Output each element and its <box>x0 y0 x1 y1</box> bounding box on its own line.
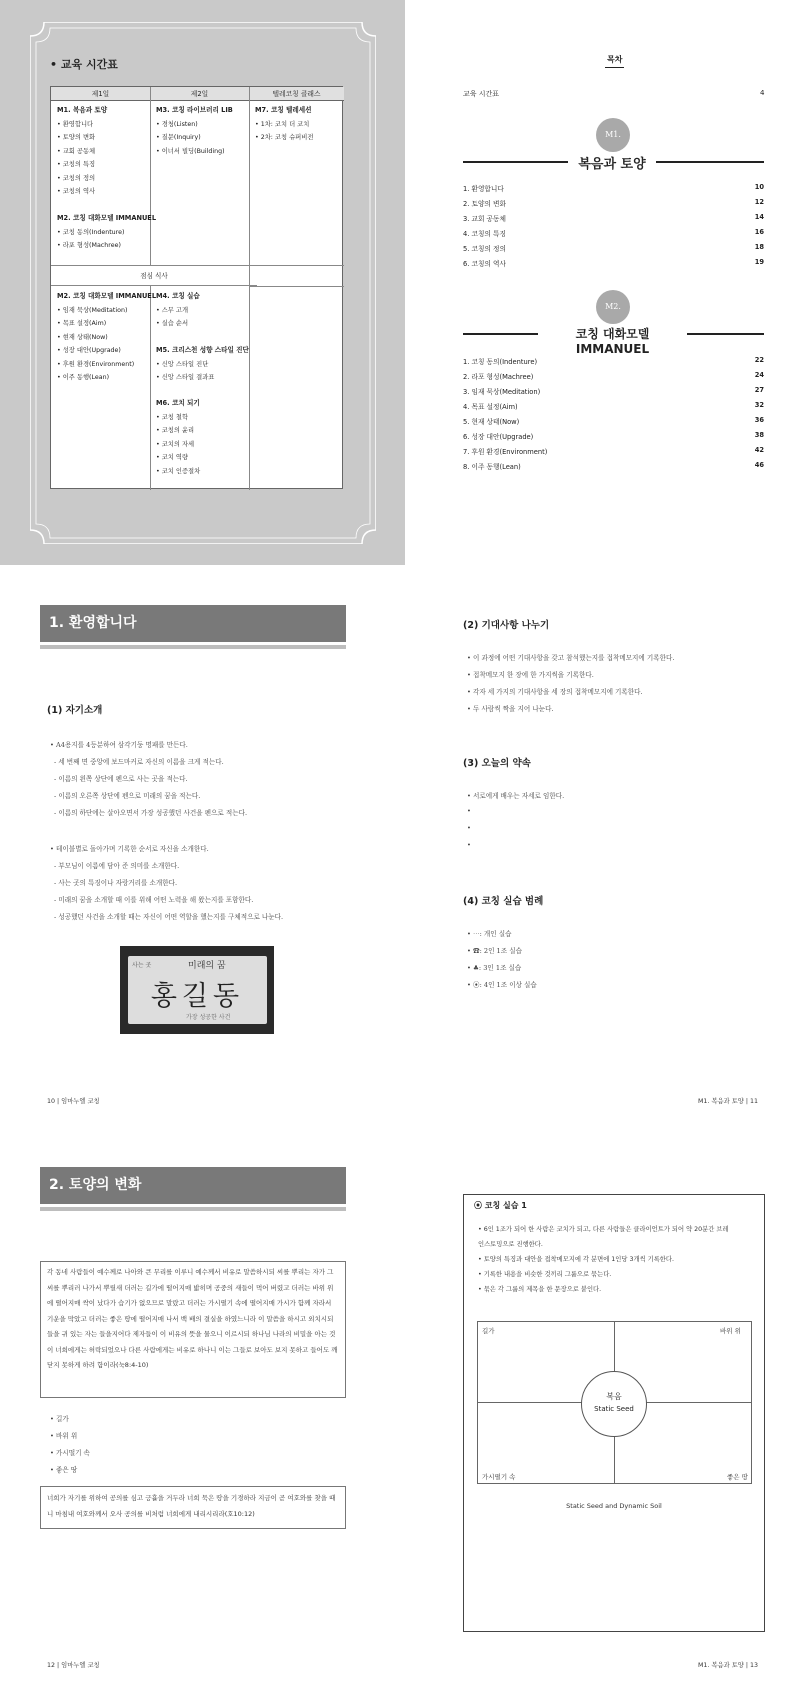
practice-line: • 묶은 각 그룹의 제목을 한 문장으로 붙인다. <box>478 1286 602 1293</box>
chapter1-badge: M1. <box>596 118 630 152</box>
day1-module1: M1. 복음과 토양 • 환영합니다 • 토양의 변화 • 교회 공동체 • 코칭의 특징 • 코칭의 정의 • 코칭의 역사 <box>57 104 107 199</box>
day2-module6: M6. 코치 되기 • 코칭 철학 • 코칭의 윤리 • 코치의 자세 • 코치 역량 • 코치 인증절차 <box>156 397 200 478</box>
day2-module5: M5. 크리스천 성향 스타일 진단 • 신앙 스타일 진단 • 신앙 스타일 결과표 <box>156 344 249 385</box>
practice-line: • 6인 1조가 되어 한 사람은 코치가 되고, 다른 사람들은 클라이언트가 되어 약 20분간 브레 <box>478 1226 729 1233</box>
toc-item[interactable]: 5. 코칭의 정의 18 <box>463 243 764 253</box>
toc-heading: 목차 <box>605 54 624 68</box>
quadrant-bottom-right: 좋은 땅 <box>727 1473 748 1481</box>
nametag-name: 홍길동 <box>150 981 245 1012</box>
practice-line: • 토양의 특징과 대안을 접착메모지에 각 분면에 1인당 3개씩 기록한다. <box>478 1256 674 1263</box>
day1-module2-am: M2. 코칭 대화모델 IMMANUEL • 코칭 동의(Indenture) • 라포 형성(Machree) <box>57 212 156 253</box>
header-day1: 제1일 <box>51 87 150 101</box>
center-label-seed: Static Seed <box>594 1405 634 1413</box>
toc-item[interactable]: 4. 코칭의 특징 16 <box>463 228 764 238</box>
quadrant-top-left: 길가 <box>482 1327 495 1335</box>
practice-line: 인스토밍으로 진행한다. <box>478 1241 543 1248</box>
toc-item[interactable]: 8. 이주 동행(Lean) 46 <box>463 461 764 471</box>
text-line: - 세 번째 면 중앙에 보드마커로 자신의 이름을 크게 적는다. <box>54 758 224 766</box>
text-line: • 두 사람씩 짝을 지어 나눈다. <box>467 705 554 713</box>
footer-left: 10 | 임마누엘 코칭 <box>47 1098 100 1105</box>
chapter2-title: 코칭 대화모델 IMMANUEL <box>575 327 650 356</box>
footer-right: M1. 복음과 토양 | 11 <box>698 1098 758 1105</box>
toc-item[interactable]: 1. 환영합니다 10 <box>463 183 764 193</box>
soil-item: • 길가 <box>50 1415 69 1423</box>
chapter2-rule-right <box>687 333 764 335</box>
subheading-legend: (4) 코칭 실습 범례 <box>463 896 544 907</box>
center-label-gospel: 복음 <box>606 1392 622 1401</box>
chapter2-rule-left <box>463 333 538 335</box>
toc-item[interactable]: 3. 교회 공동체 14 <box>463 213 764 223</box>
toc-item[interactable]: 1. 코칭 동의(Indenture) 22 <box>463 356 764 366</box>
chapter1-title: 복음과 토양 <box>578 157 646 172</box>
toc-item[interactable]: 6. 성장 대안(Upgrade) 38 <box>463 431 764 441</box>
legend-line: • ♣: 3인 1조 실습 <box>467 964 522 972</box>
toc-item[interactable]: 3. 임재 묵상(Meditation) 27 <box>463 386 764 396</box>
day2-module3: M3. 코칭 라이브러리 LIB • 경청(Listen) • 질문(Inquiry) • 이너서 빌딩(Building) <box>156 104 233 158</box>
text-line: - 사는 곳의 특징이나 자랑거리를 소개한다. <box>54 879 178 887</box>
footer-left: 12 | 임마누엘 코칭 <box>47 1662 100 1669</box>
toc-item[interactable]: 7. 후원 환경(Environment) 42 <box>463 446 764 456</box>
quadrant-bottom-left: 가시떨기 속 <box>482 1473 516 1481</box>
nametag-bottom-note: 가장 성공한 사건 <box>186 1014 231 1021</box>
day2-module4: M4. 코칭 실습 • 스무 고개 • 실습 순서 <box>156 290 200 331</box>
text-line: • A4용지를 4등분하여 삼각기둥 명패를 만든다. <box>50 741 188 749</box>
legend-line: • ⦿: 4인 1조 이상 실습 <box>467 981 537 989</box>
toc-schedule-page: 4 <box>760 89 765 97</box>
section-banner-welcome: 1. 환영합니다 <box>40 605 346 642</box>
quadrant-top-right: 바위 위 <box>720 1327 741 1335</box>
tele-module7: M7. 코칭 텔레세션 • 1차: 코치 더 코치 • 2차: 코칭 슈퍼비전 <box>255 104 313 145</box>
text-line: - 이름의 오른쪽 상단에 펜으로 미래의 꿈을 적는다. <box>54 792 201 800</box>
center-circle <box>581 1371 647 1437</box>
toc-item[interactable]: 2. 라포 형성(Machree) 24 <box>463 371 764 381</box>
text-line: - 이름의 하단에는 살아오면서 가장 성공했던 사건을 펜으로 적는다. <box>54 809 248 817</box>
text-line: - 부모님이 이름에 담아 준 의미를 소개한다. <box>54 862 180 870</box>
schedule-table <box>50 86 343 489</box>
text-line: - 미래의 꿈을 소개할 때 이를 위해 어떤 노력을 해 왔는지를 포함한다. <box>54 896 254 904</box>
text-line: • <box>467 841 471 849</box>
chapter2-badge: M2. <box>596 290 630 324</box>
legend-line: • ⋯: 개인 실습 <box>467 930 512 938</box>
day1-module2-pm: M2. 코칭 대화모델 IMMANUEL • 임재 묵상(Meditation) • 목표 설정(Aim) • 현재 상태(Now) • 성장 대안(Upgrade) • 후원 환경(Environment) • 이주 동행(Lean) <box>57 290 156 385</box>
nametag-top-note: 미래의 꿈 <box>188 961 226 971</box>
soil-item: • 바위 위 <box>50 1432 78 1440</box>
practice-title: ⦿ 코칭 실습 1 <box>474 1201 527 1210</box>
toc-schedule-label[interactable]: 교육 시간표 <box>463 90 500 98</box>
text-line: • 각자 세 가지의 기대사항을 세 장의 접착메모지에 기록한다. <box>467 688 643 696</box>
section-banner-soil: 2. 토양의 변화 <box>40 1167 346 1204</box>
toc-item[interactable]: 6. 코칭의 역사 19 <box>463 258 764 268</box>
header-tele: 텔레코칭 클래스 <box>249 87 344 101</box>
schedule-title: • 교육 시간표 <box>50 58 118 71</box>
scripture-quote: 각 동네 사람들이 예수께로 나아와 큰 무리를 이루니 예수께서 비유로 말씀하시되 씨를 뿌리는 자가 그 씨를 뿌리러 나가서 뿌릴새 더러는 길가에 떨어지매 밟히며 공중의 새들이 먹어 버렸고 더러는 바위 위에 떨어지매 싹이 났다가 습기가 없으므로 말랐고 더러는 가시떨기 속에 떨어지매 가시가 함께 자라서 기운을 막았고 더러는 좋은 땅에 떨어지매 나서 백 배의 결실을 하였느니라 이 말씀을 하시고 외치시되 들을 귀 있는 자는 들을지어다 제자들이 이 비유의 뜻을 물으니 이르시되 하나님 나라의 비밀을 아는 것이 너희에게는 허락되었으나 다른 사람에게는 비유로 하나니 이는 그들로 보아도 보지 못하고 들어도 깨닫지 못하게 하려 함이라(눅8:4-10) <box>40 1261 346 1398</box>
text-line: • 테이블별로 돌아가며 기록한 순서로 자신을 소개한다. <box>50 845 209 853</box>
text-line: - 성공했던 사건을 소개할 때는 자신이 어떤 역할을 했는지를 구체적으로 나눈다. <box>54 913 284 921</box>
text-line: • <box>467 824 471 832</box>
soil-item: • 가시떨기 속 <box>50 1449 90 1457</box>
toc-item[interactable]: 5. 현재 상태(Now) 36 <box>463 416 764 426</box>
text-line: • <box>467 807 471 815</box>
nametag-left-note: 사는 곳 <box>132 962 152 969</box>
header-day2: 제2일 <box>150 87 249 101</box>
legend-line: • ☎: 2인 1조 실습 <box>467 947 522 955</box>
text-line: • 서로에게 배우는 자세로 임한다. <box>467 792 565 800</box>
text-line: - 이름의 왼쪽 상단에 펜으로 사는 곳을 적는다. <box>54 775 188 783</box>
text-line: • 이 과정에 어떤 기대사항을 갖고 참석했는지를 접착메모지에 기록한다. <box>467 654 675 662</box>
chapter1-rule-left <box>463 161 568 163</box>
footer-right: M1. 복음과 토양 | 13 <box>698 1662 758 1669</box>
soil-item: • 좋은 땅 <box>50 1466 78 1474</box>
scripture-quote-hosea: 너희가 자기를 위하여 공의를 심고 긍휼을 거두라 너희 묵은 땅을 기경하라 지금이 곧 여호와를 찾을 때니 마침내 여호와께서 오사 공의를 비처럼 너희에게 내리시리라(호10:12) <box>40 1486 346 1529</box>
chapter1-rule-right <box>656 161 764 163</box>
subheading-self-intro: (1) 자기소개 <box>47 705 103 716</box>
text-line: • 접착메모지 한 장에 한 가지씩을 기록한다. <box>467 671 594 679</box>
diagram-caption: Static Seed and Dynamic Soil <box>566 1502 662 1510</box>
lunch-row: 점심 식사 <box>51 265 257 286</box>
subheading-promise: (3) 오늘의 약속 <box>463 758 531 769</box>
toc-item[interactable]: 2. 토양의 변화 12 <box>463 198 764 208</box>
subheading-expectations: (2) 기대사항 나누기 <box>463 620 550 631</box>
practice-line: • 기록한 내용을 비슷한 것끼리 그룹으로 묶는다. <box>478 1271 612 1278</box>
toc-item[interactable]: 4. 목표 설정(Aim) 32 <box>463 401 764 411</box>
